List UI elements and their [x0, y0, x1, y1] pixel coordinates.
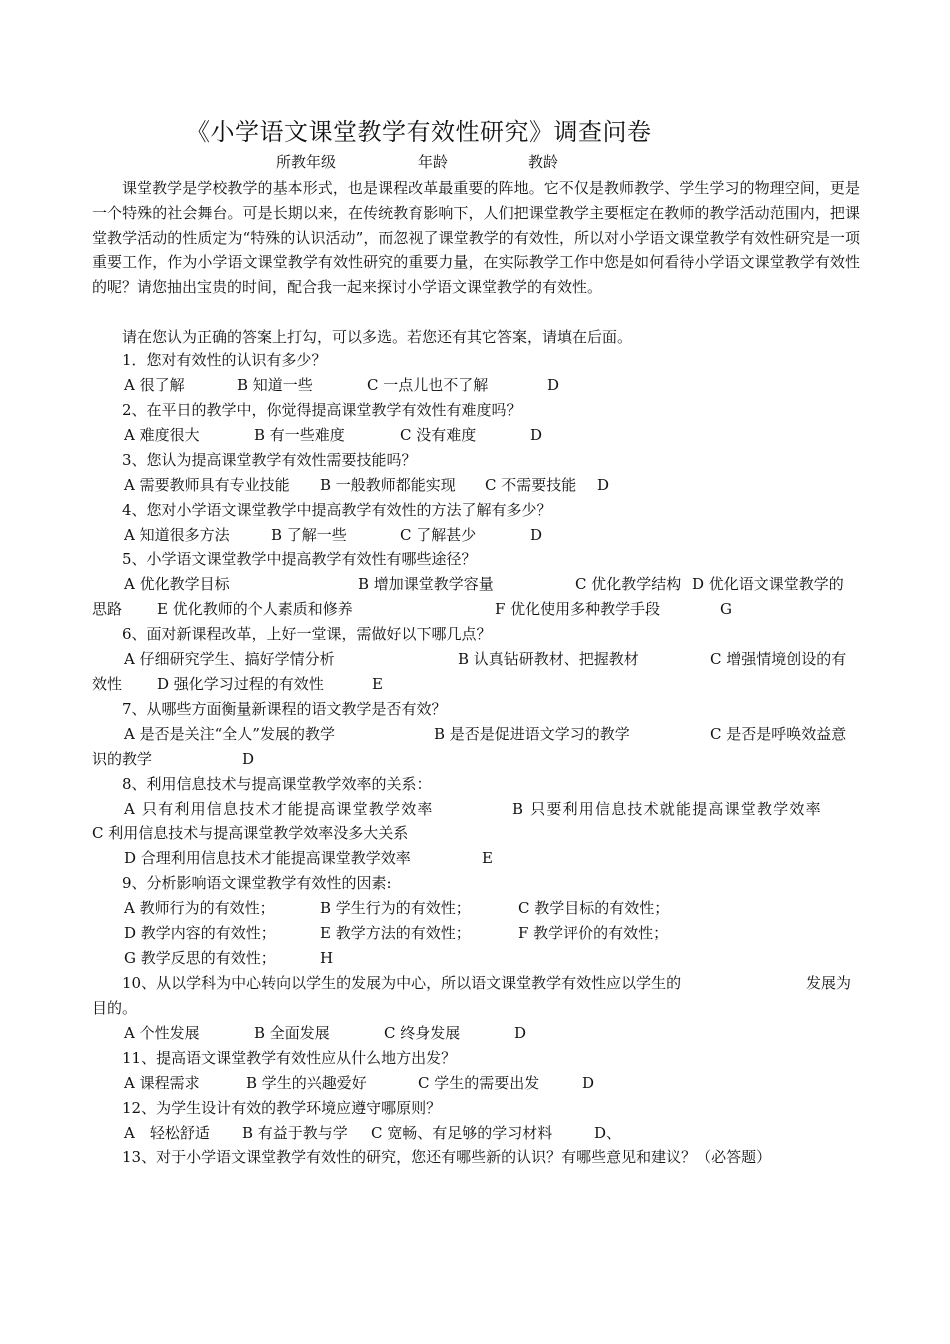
q1-option-b[interactable]: B 知道一些 [237, 376, 313, 394]
question-11: 11、提高语文课堂教学有效性应从什么地方出发？ [122, 1049, 457, 1067]
q12-option-d[interactable]: D、 [594, 1124, 622, 1142]
q5-option-c[interactable]: C 优化教学结构 [575, 575, 682, 593]
q4-option-d[interactable]: D [530, 526, 543, 544]
field-grade-label: 所教年级 [276, 153, 337, 171]
q9-option-c[interactable]: C 教学目标的有效性； [518, 899, 670, 917]
q8-option-a[interactable]: A 只有利用信息技术才能提高课堂教学效率 [124, 800, 434, 818]
field-age-label: 年龄 [418, 153, 449, 171]
q8-option-c[interactable]: C 利用信息技术与提高课堂教学效率没多大关系 [92, 824, 409, 842]
q12-option-c[interactable]: C 宽畅、有足够的学习材料 [371, 1124, 553, 1142]
q8-option-b[interactable]: B 只要利用信息技术就能提高课堂教学效率 [512, 800, 822, 818]
question-5: 5、小学语文课堂教学中提高教学有效性有哪些途径？ [122, 550, 477, 568]
question-7: 7、从哪些方面衡量新课程的语文教学是否有效？ [122, 700, 447, 718]
q11-option-d[interactable]: D [582, 1074, 595, 1092]
q7-option-c-continued: 识的教学 [92, 750, 153, 768]
q6-option-c[interactable]: C 增强情境创设的有 [710, 650, 847, 668]
q9-option-h[interactable]: H [320, 949, 334, 967]
intro-paragraph: 课堂教学是学校教学的基本形式，也是课程改革最重要的阵地。它不仅是教师教学、学生学习的物理空间，更是一个特殊的社会舞台。可是长期以来，在传统教育影响下，人们把课堂教学主要框定在教师的教学活动范围内，把课堂教学活动的性质定为“特殊的认识活动”，而忽视了课堂教学的有效性，所以对小学语文课堂教学有效性研究是一项重要工作，作为小学语文课堂教学有效性研究的重要力量，在实际教学工作中您是如何看待小学语文课堂教学有效性的呢？请您抽出宝贵的时间，配合我一起来探讨小学语文课堂教学的有效性。 [92, 179, 860, 297]
q9-option-b[interactable]: B 学生行为的有效性； [320, 899, 471, 917]
q9-option-g[interactable]: G 教学反思的有效性； [124, 949, 276, 967]
question-12: 12、为学生设计有效的教学环境应遵守哪原则？ [122, 1099, 442, 1117]
question-8: 8、利用信息技术与提高课堂教学效率的关系： [122, 775, 432, 793]
q10-option-c[interactable]: C 终身发展 [384, 1024, 461, 1042]
q2-option-c[interactable]: C 没有难度 [400, 426, 477, 444]
q2-option-a[interactable]: A 难度很大 [124, 426, 200, 444]
q9-option-a[interactable]: A 教师行为的有效性； [124, 899, 275, 917]
q5-option-d-continued: 思路 [92, 600, 123, 618]
field-teaching-years-label: 教龄 [528, 153, 559, 171]
q8-option-e[interactable]: E [482, 849, 493, 867]
q5-option-b[interactable]: B 增加课堂教学容量 [358, 575, 494, 593]
question-4: 4、您对小学语文课堂教学中提高教学有效性的方法了解有多少？ [122, 501, 552, 519]
q4-option-c[interactable]: C 了解甚少 [400, 526, 477, 544]
q7-option-c[interactable]: C 是否是呼唤效益意 [710, 725, 847, 743]
q10-option-a[interactable]: A 个性发展 [124, 1024, 200, 1042]
q4-option-b[interactable]: B 了解一些 [271, 526, 347, 544]
question-10-tail: 发展为 [806, 974, 852, 992]
question-1: 1．您对有效性的认识有多少？ [122, 351, 327, 369]
q7-option-a[interactable]: A 是否是关注“全人”发展的教学 [124, 725, 335, 743]
q3-option-b[interactable]: B 一般教师都能实现 [320, 476, 456, 494]
q5-option-e[interactable]: E 优化教师的个人素质和修养 [157, 600, 353, 618]
q1-option-a[interactable]: A 很了解 [124, 376, 185, 394]
q3-option-d[interactable]: D [597, 476, 610, 494]
q8-option-d[interactable]: D 合理利用信息技术才能提高课堂教学效率 [124, 849, 411, 867]
question-2: 2、在平日的教学中，你觉得提高课堂教学有效性有难度吗？ [122, 401, 522, 419]
q10-option-b[interactable]: B 全面发展 [254, 1024, 330, 1042]
q2-option-b[interactable]: B 有一些难度 [254, 426, 345, 444]
q6-option-c-continued: 效性 [92, 675, 123, 693]
question-13: 13、对于小学语文课堂教学有效性的研究，您还有哪些新的认识？有哪些意见和建议？（必答题） [122, 1148, 772, 1166]
question-10-continued: 目的。 [92, 999, 138, 1017]
q6-option-e[interactable]: E [372, 675, 383, 693]
q9-option-e[interactable]: E 教学方法的有效性； [320, 924, 471, 942]
q5-option-g[interactable]: G [720, 600, 732, 618]
q12-option-a[interactable]: A 轻松舒适 [124, 1124, 210, 1142]
q5-option-d[interactable]: D 优化语文课堂教学的 [692, 575, 844, 593]
q3-option-a[interactable]: A 需要教师具有专业技能 [124, 476, 290, 494]
q7-option-b[interactable]: B 是否是促进语文学习的教学 [434, 725, 630, 743]
q2-option-d[interactable]: D [530, 426, 543, 444]
question-3: 3、您认为提高课堂教学有效性需要技能吗？ [122, 451, 417, 469]
q11-option-b[interactable]: B 学生的兴趣爱好 [246, 1074, 367, 1092]
q5-option-a[interactable]: A 优化教学目标 [124, 575, 230, 593]
q5-option-f[interactable]: F 优化使用多种教学手段 [495, 600, 661, 618]
page-title: 《小学语文课堂教学有效性研究》调查问卷 [186, 118, 652, 146]
q9-option-f[interactable]: F 教学评价的有效性； [518, 924, 669, 942]
q10-option-d[interactable]: D [514, 1024, 527, 1042]
instruction-paragraph: 请在您认为正确的答案上打勾，可以多选。若您还有其它答案，请填在后面。 [122, 328, 633, 346]
q11-option-a[interactable]: A 课程需求 [124, 1074, 200, 1092]
q11-option-c[interactable]: C 学生的需要出发 [418, 1074, 540, 1092]
q1-option-d[interactable]: D [547, 376, 560, 394]
q4-option-a[interactable]: A 知道很多方法 [124, 526, 230, 544]
q7-option-d[interactable]: D [242, 750, 255, 768]
question-10: 10、从以学科为中心转向以学生的发展为中心，所以语文课堂教学有效性应以学生的 [122, 974, 682, 992]
q12-option-b[interactable]: B 有益于教与学 [242, 1124, 348, 1142]
q3-option-c[interactable]: C 不需要技能 [485, 476, 577, 494]
q1-option-c[interactable]: C 一点儿也不了解 [367, 376, 489, 394]
q9-option-d[interactable]: D 教学内容的有效性； [124, 924, 276, 942]
q6-option-a[interactable]: A 仔细研究学生、搞好学情分析 [124, 650, 335, 668]
q6-option-b[interactable]: B 认真钻研教材、把握教材 [458, 650, 639, 668]
question-9: 9、分析影响语文课堂教学有效性的因素: [122, 874, 392, 892]
question-6: 6、面对新课程改革，上好一堂课，需做好以下哪几点？ [122, 625, 492, 643]
q6-option-d[interactable]: D 强化学习过程的有效性 [157, 675, 324, 693]
